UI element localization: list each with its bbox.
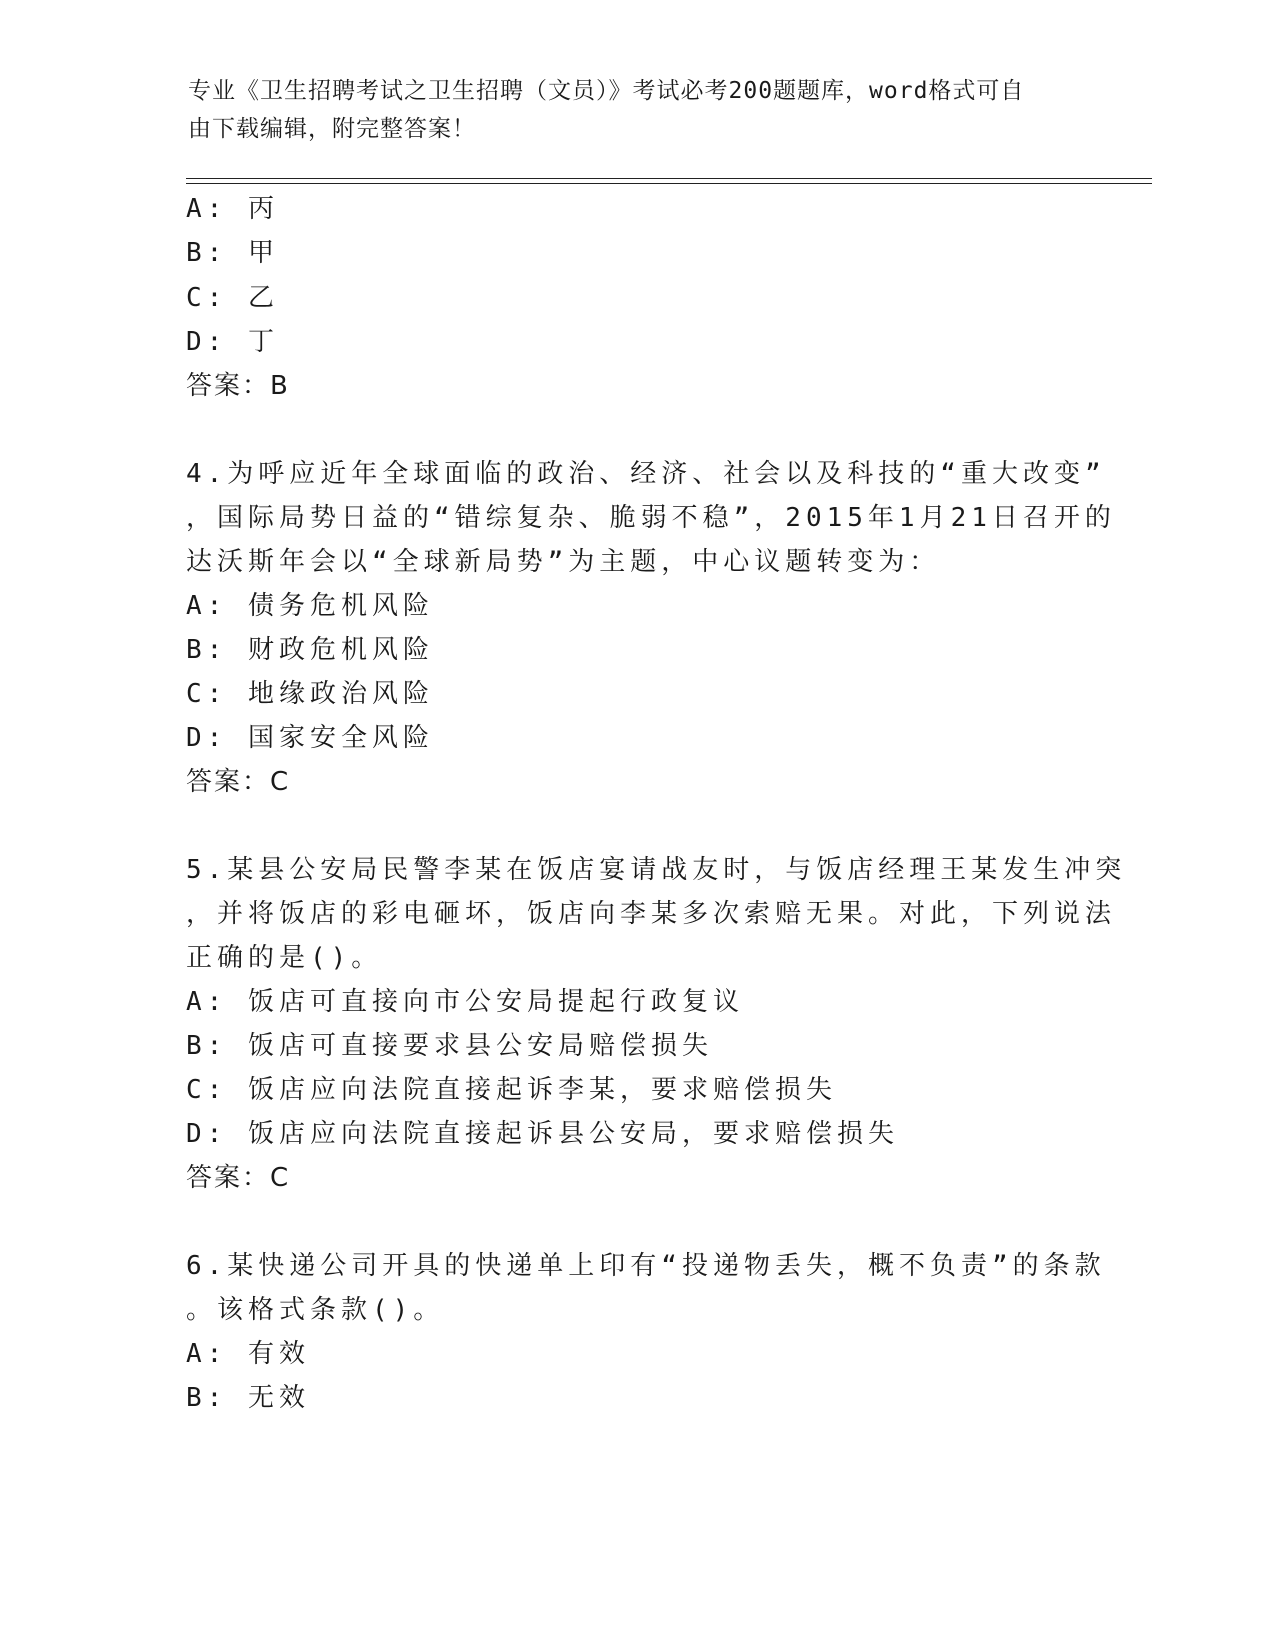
- header-line-2: 由下载编辑，附完整答案！: [188, 116, 476, 142]
- q4-option-d: D: 国家安全风险: [186, 723, 434, 753]
- document-header: [188, 72, 1068, 148]
- q6-stem-line-1: 6.某快递公司开具的快递单上印有“投递物丢失，概不负责”的条款: [186, 1251, 1106, 1281]
- q5-stem-line-1: 5.某县公安局民警李某在饭店宴请战友时，与饭店经理王某发生冲突: [186, 855, 1127, 885]
- q4-option-a: A: 债务危机风险: [186, 591, 434, 621]
- q4-stem-line-1: 4.为呼应近年全球面临的政治、经济、社会以及科技的“重大改变”: [186, 459, 1106, 489]
- header-line-1: 专业《卫生招聘考试之卫生招聘（文员）》考试必考200题题库，word格式可自: [188, 78, 1025, 104]
- q5-option-c: C: 饭店应向法院直接起诉李某，要求赔偿损失: [186, 1075, 837, 1105]
- q5-stem-line-3: 正确的是()。: [186, 943, 383, 973]
- q5-answer: 答案：C: [186, 1163, 291, 1193]
- q5-option-d: D: 饭店应向法院直接起诉县公安局，要求赔偿损失: [186, 1119, 899, 1149]
- q4-stem-line-3: 达沃斯年会以“全球新局势”为主题，中心议题转变为：: [186, 547, 941, 577]
- q3-option-a: A: 丙: [186, 194, 279, 224]
- q4-stem-line-2: ，国际局势日益的“错综复杂、脆弱不稳”，2015年1月21日召开的: [186, 503, 1116, 533]
- q4-answer: 答案：C: [186, 767, 291, 797]
- q6-option-b: B: 无效: [186, 1383, 310, 1413]
- q5-stem-line-2: ，并将饭店的彩电砸坏，饭店向李某多次索赔无果。对此，下列说法: [186, 899, 1117, 929]
- q5-option-b: B: 饭店可直接要求县公安局赔偿损失: [186, 1031, 713, 1061]
- q6-stem-line-2: 。该格式条款()。: [186, 1295, 445, 1325]
- q3-option-b: B: 甲: [186, 238, 279, 268]
- header-rule-top: [186, 178, 1152, 179]
- q3-answer: 答案：B: [186, 371, 290, 401]
- q3-option-c: C: 乙: [186, 283, 279, 313]
- q5-option-a: A: 饭店可直接向市公安局提起行政复议: [186, 987, 744, 1017]
- q6-option-a: A: 有效: [186, 1339, 310, 1369]
- q4-option-c: C: 地缘政治风险: [186, 679, 434, 709]
- q3-option-d: D: 丁: [186, 327, 279, 357]
- q4-option-b: B: 财政危机风险: [186, 635, 434, 665]
- header-rule-bottom: [186, 183, 1152, 184]
